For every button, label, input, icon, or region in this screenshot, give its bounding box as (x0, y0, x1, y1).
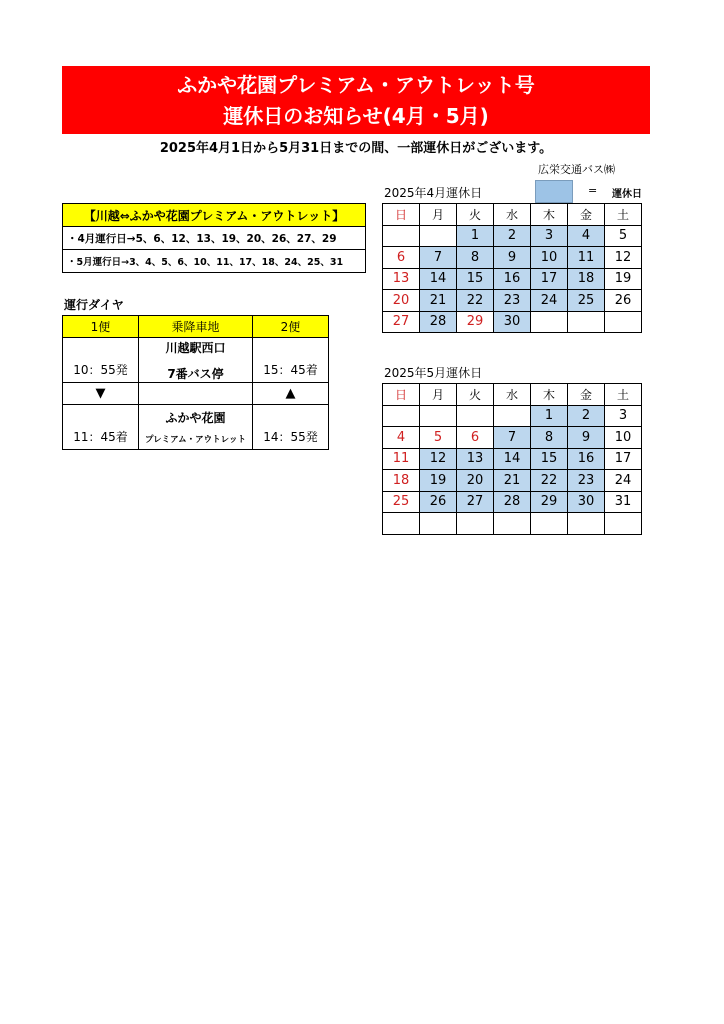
legend-label: 運休日 (612, 189, 642, 200)
calendar-day: 14 (420, 268, 457, 290)
calendar-day: 5 (420, 427, 457, 449)
arrow-up-icon: ▲ (253, 383, 329, 405)
calendar-day: 10 (531, 247, 568, 269)
calendar-day (457, 405, 494, 427)
calendar-day (531, 311, 568, 333)
calendar-day: 10 (605, 427, 642, 449)
calendar-day: 19 (605, 268, 642, 290)
calendar-day: 13 (383, 268, 420, 290)
calendar-day: 8 (531, 427, 568, 449)
calendar-day: 23 (568, 470, 605, 492)
calendar-day (494, 513, 531, 535)
timetable-header-trip1: 1便 (63, 316, 139, 338)
calendar-day: 14 (494, 448, 531, 470)
calendar-day: 19 (420, 470, 457, 492)
outlet-stop (139, 405, 253, 450)
calendar-day: 25 (568, 290, 605, 312)
calendar-day (383, 513, 420, 535)
calendar-day (568, 311, 605, 333)
legend-swatch (535, 180, 573, 203)
may-operation-days: ・5月運行日→3、4、5、6、10、11、17、18、24、25、31 (63, 250, 366, 273)
outlet-arrival: 11：45着 (63, 405, 139, 450)
calendar-day: 22 (457, 290, 494, 312)
title-line1: ふかや花園プレミアム・アウトレット号 (177, 73, 535, 97)
calendar-day: 27 (383, 311, 420, 333)
calendar-day: 11 (568, 247, 605, 269)
calendar-day (420, 513, 457, 535)
calendar-day: 7 (494, 427, 531, 449)
outlet-stop-line2: プレミアム・アウトレット (145, 435, 246, 445)
calendar-day: 30 (568, 491, 605, 513)
arrow-down-icon: ▼ (63, 383, 139, 405)
calendar-day: 18 (568, 268, 605, 290)
calendar-day: 31 (605, 491, 642, 513)
calendar-day (420, 405, 457, 427)
weekday-header: 木 (531, 384, 568, 406)
timetable-header-stop: 乗降車地 (139, 316, 253, 338)
calendar-day (494, 405, 531, 427)
weekday-header: 金 (568, 204, 605, 226)
weekday-header: 日 (383, 384, 420, 406)
calendar-day: 15 (531, 448, 568, 470)
calendar-day: 3 (605, 405, 642, 427)
calendar-day: 6 (457, 427, 494, 449)
calendar-day (605, 513, 642, 535)
calendar-day: 16 (494, 268, 531, 290)
arrow-spacer (139, 383, 253, 405)
calendar-day: 1 (457, 225, 494, 247)
calendar-day: 12 (420, 448, 457, 470)
weekday-header: 金 (568, 384, 605, 406)
calendar-day: 21 (494, 470, 531, 492)
calendar-day: 15 (457, 268, 494, 290)
weekday-header: 木 (531, 204, 568, 226)
april-caption: 2025年4月運休日 (384, 186, 483, 200)
calendar-day (383, 405, 420, 427)
calendar-day: 23 (494, 290, 531, 312)
notice-subtitle: 2025年4月1日から5月31日までの間、一部運休日がございます。 (159, 141, 553, 156)
outlet-stop-line1: ふかや花園 (165, 411, 226, 425)
calendar-day: 28 (494, 491, 531, 513)
calendar-day: 3 (531, 225, 568, 247)
calendar-day: 4 (383, 427, 420, 449)
calendar-day: 27 (457, 491, 494, 513)
title-banner (62, 66, 650, 134)
outlet-departure: 14：55発 (253, 405, 329, 450)
may-caption: 2025年5月運休日 (384, 366, 483, 380)
timetable (62, 315, 329, 450)
weekday-header: 土 (605, 204, 642, 226)
april-calendar (382, 203, 642, 333)
calendar-day: 20 (383, 290, 420, 312)
timetable-header-trip2: 2便 (253, 316, 329, 338)
calendar-day (531, 513, 568, 535)
calendar-day: 26 (420, 491, 457, 513)
calendar-day: 20 (457, 470, 494, 492)
calendar-day: 9 (568, 427, 605, 449)
calendar-day: 4 (568, 225, 605, 247)
calendar-day: 29 (457, 311, 494, 333)
calendar-day: 2 (494, 225, 531, 247)
company-name: 広栄交通バス㈱ (538, 163, 615, 176)
kawagoe-stop-line2: 7番バス停 (167, 366, 224, 381)
calendar-day: 30 (494, 311, 531, 333)
title-line2: 運休日のお知らせ(4月・5月) (223, 104, 489, 128)
calendar-day: 25 (383, 491, 420, 513)
timetable-title: 運行ダイヤ (64, 298, 124, 312)
kawagoe-stop (139, 338, 253, 383)
calendar-day (420, 225, 457, 247)
calendar-day (383, 225, 420, 247)
calendar-day: 16 (568, 448, 605, 470)
calendar-day: 29 (531, 491, 568, 513)
weekday-header: 水 (494, 204, 531, 226)
calendar-day: 8 (457, 247, 494, 269)
calendar-day: 24 (605, 470, 642, 492)
calendar-day: 17 (605, 448, 642, 470)
weekday-header: 日 (383, 204, 420, 226)
route-info-table (62, 203, 366, 273)
kawagoe-stop-line1: 川越駅西口 (165, 340, 226, 355)
kawagoe-departure: 10：55発 (63, 338, 139, 383)
weekday-header: 月 (420, 384, 457, 406)
route-header: 【川越⇔ふかや花園プレミアム・アウトレット】 (63, 204, 366, 227)
calendar-day: 6 (383, 247, 420, 269)
weekday-header: 月 (420, 204, 457, 226)
calendar-day: 21 (420, 290, 457, 312)
calendar-day: 24 (531, 290, 568, 312)
calendar-day: 18 (383, 470, 420, 492)
calendar-day: 7 (420, 247, 457, 269)
april-operation-days: ・4月運行日→5、6、12、13、19、20、26、27、29 (63, 227, 366, 250)
legend-equals: = (588, 184, 598, 197)
calendar-day: 1 (531, 405, 568, 427)
calendar-day (457, 513, 494, 535)
calendar-day (568, 513, 605, 535)
calendar-day: 5 (605, 225, 642, 247)
calendar-day: 28 (420, 311, 457, 333)
weekday-header: 土 (605, 384, 642, 406)
calendar-day: 9 (494, 247, 531, 269)
calendar-day: 22 (531, 470, 568, 492)
calendar-day: 12 (605, 247, 642, 269)
calendar-day: 13 (457, 448, 494, 470)
weekday-header: 火 (457, 384, 494, 406)
calendar-day: 11 (383, 448, 420, 470)
calendar-day: 2 (568, 405, 605, 427)
weekday-header: 水 (494, 384, 531, 406)
calendar-day (605, 311, 642, 333)
may-calendar (382, 383, 642, 535)
kawagoe-arrival: 15：45着 (253, 338, 329, 383)
weekday-header: 火 (457, 204, 494, 226)
calendar-day: 17 (531, 268, 568, 290)
calendar-day: 26 (605, 290, 642, 312)
